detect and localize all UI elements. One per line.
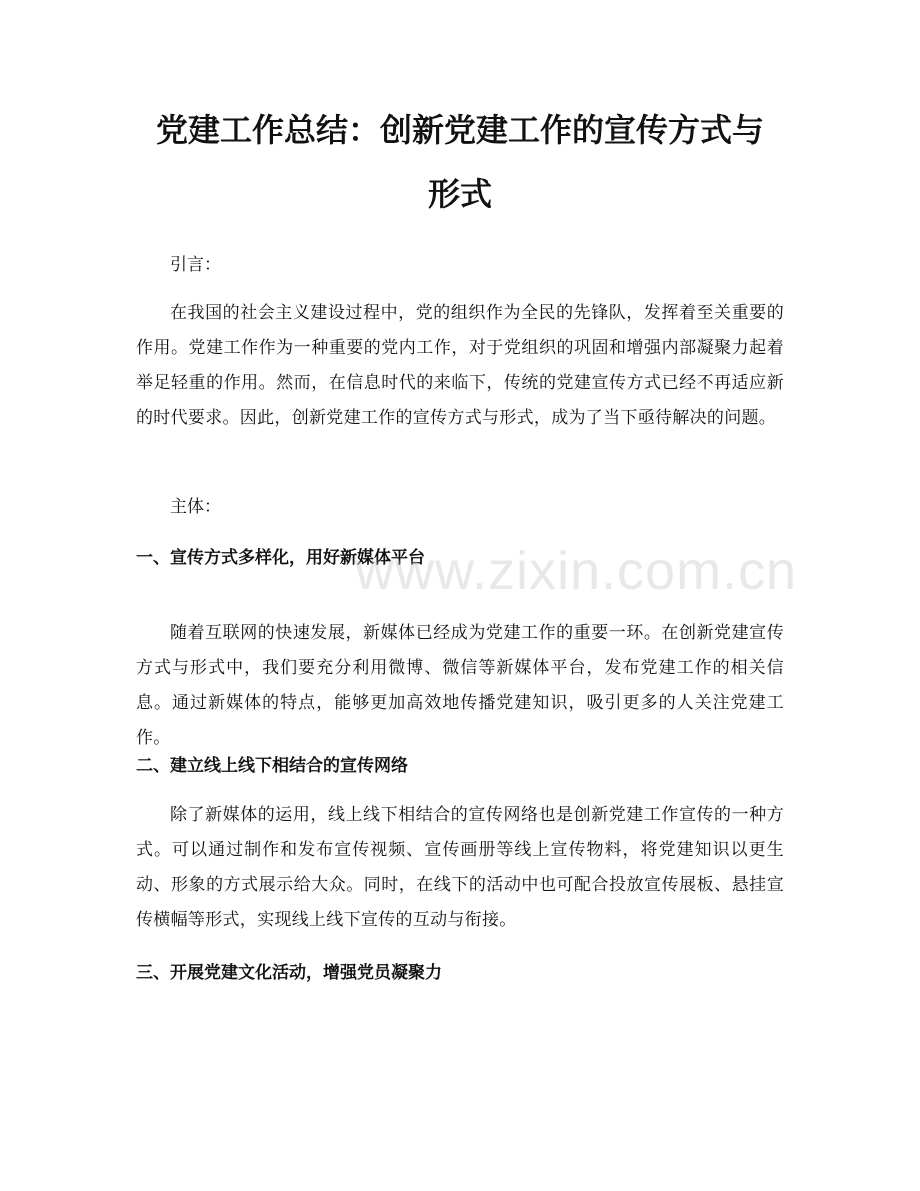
- section-3-heading: 三、开展党建文化活动，增强党员凝聚力: [136, 963, 442, 983]
- document-title-line-2: 形式: [427, 175, 492, 213]
- section-1-paragraph: 随着互联网的快速发展，新媒体已经成为党建工作的重要一环。在创新党建宣传方式与形式中，我们要充分利用微博、微信等新媒体平台，发布党建工作的相关信息。通过新媒体的特点，能够更加高效地传播党建知识，吸引更多的人关注党建工作。: [136, 623, 784, 748]
- watermark: www.zixin.com.cn: [355, 541, 798, 601]
- section-2-heading: 二、建立线上线下相结合的宣传网络: [136, 756, 408, 776]
- section-1-heading: 一、宣传方式多样化，用好新媒体平台: [136, 548, 425, 568]
- intro-paragraph: 在我国的社会主义建设过程中，党的组织作为全民的先锋队，发挥着至关重要的作用。党建工作作为一种重要的党内工作，对于党组织的巩固和增强内部凝聚力起着举足轻重的作用。然而，在信息时代的来临下，传统的党建宣传方式已经不再适应新的时代要求。因此，创新党建工作的宣传方式与形式，成为了当下亟待解决的问题。: [136, 303, 784, 428]
- document-title-line-1: 党建工作总结：创新党建工作的宣传方式与: [155, 111, 764, 149]
- body-label: 主体：: [170, 497, 221, 517]
- section-2-paragraph: 除了新媒体的运用，线上线下相结合的宣传网络也是创新党建工作宣传的一种方式。可以通过制作和发布宣传视频、宣传画册等线上宣传物料，将党建知识以更生动、形象的方式展示给大众。同时，在线下的活动中也可配合投放宣传展板、悬挂宣传横幅等形式，实现线上线下宣传的互动与衔接。: [136, 805, 784, 930]
- intro-label: 引言：: [170, 255, 221, 275]
